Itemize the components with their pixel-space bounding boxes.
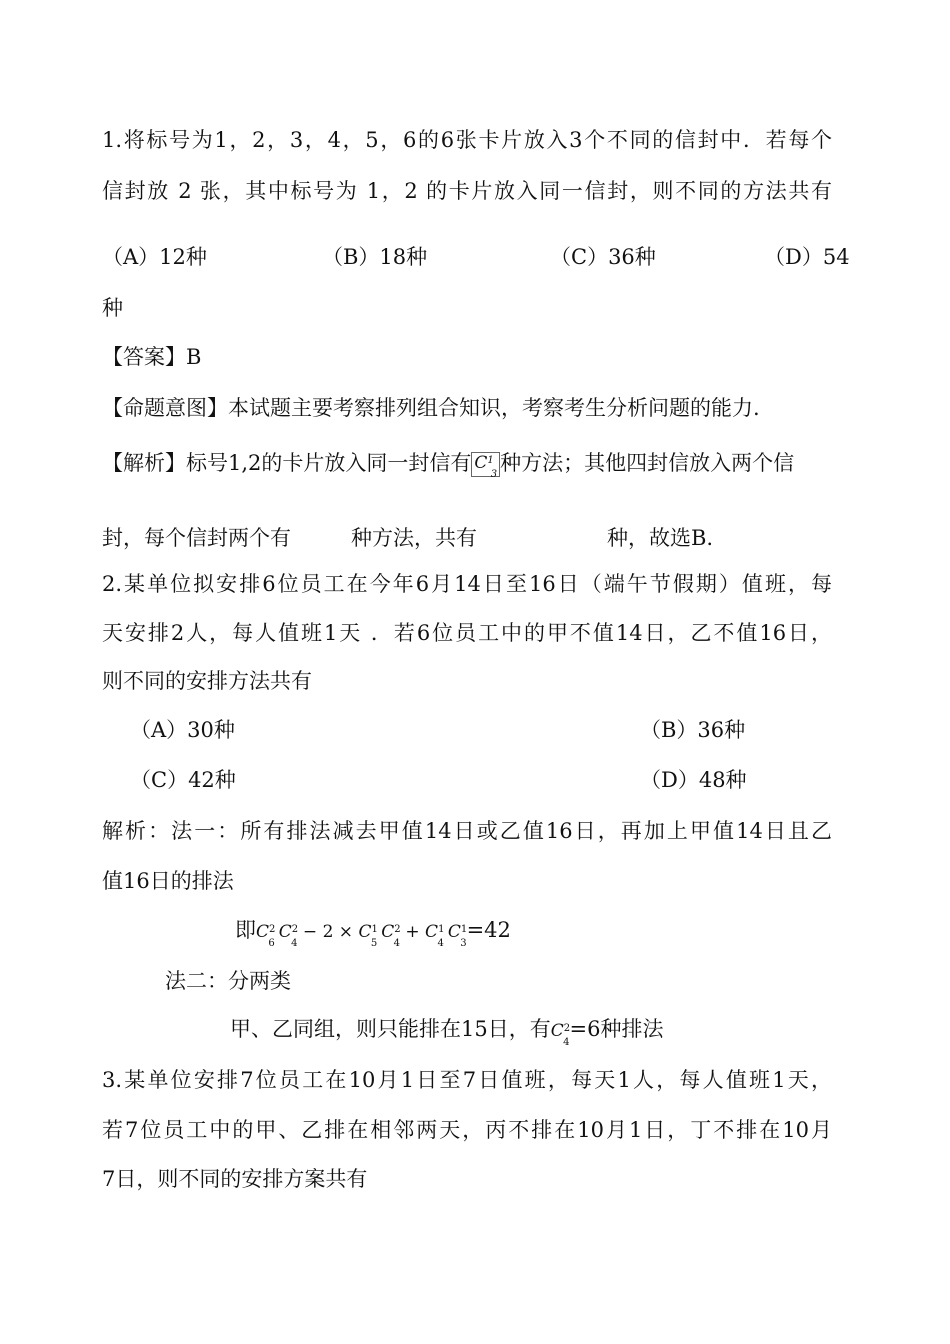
- q2-formula: 即$C^2_6C^2_4 - 2 \times C^1_5C^2_4 + C^1_4C^1_3=42$: [235, 918, 511, 949]
- q2-solution-line1: 解析：法一：所有排法减去甲值14日或乙值16日，再加上甲值14日且乙: [102, 819, 832, 843]
- q2-line3: 则不同的安排方法共有: [102, 669, 312, 693]
- q2-method2: 法二：分两类: [165, 969, 291, 993]
- q2-case1: 甲、乙同组，则只能排在15日，有$C^2_4=6$种排法: [230, 1017, 664, 1048]
- q3-line1: 3.某单位安排7位员工在10月1日至7日值班，每天1人，每人值班1天，: [102, 1068, 832, 1092]
- q1-line1: 1.将标号为1，2，3，4，5，6的6张卡片放入3个不同的信封中．若每个: [102, 128, 832, 152]
- q1-analysis-text-a: 【解析】标号1,2的卡片放入同一封信有: [102, 451, 472, 475]
- q2-option-d: （D）48种: [640, 768, 747, 792]
- q1-option-b: （B）18种: [322, 245, 428, 269]
- q1-analysis2-text-c: 种，故选B.: [607, 526, 714, 550]
- q1-analysis2-text-a: 封，每个信封两个有: [102, 526, 291, 550]
- q2-formula-result: =42: [466, 918, 511, 942]
- q3-line3: 7日，则不同的安排方案共有: [102, 1167, 368, 1191]
- q2-case1-text-a: 甲、乙同组，则只能排在15日，有: [230, 1017, 551, 1041]
- q2-option-a: （A）30种: [130, 718, 235, 742]
- q1-option-c: （C）36种: [550, 245, 656, 269]
- q2-case1-text-b: =6种排法: [569, 1017, 664, 1041]
- q2-solution-line2: 值16日的排法: [102, 869, 234, 893]
- q1-analysis-line1: [102, 449, 794, 479]
- q2-formula-prefix: 即: [235, 918, 256, 942]
- q1-analysis2-text-b: 种方法，共有: [351, 526, 477, 550]
- q1-analysis-text-b: 种方法；其他四封信放入两个信: [500, 451, 795, 475]
- q2-case1-symbol: C: [550, 1021, 564, 1041]
- q1-line2: 信封放 2 张，其中标号为 1，2 的卡片放入同一信封，则不同的方法共有: [102, 179, 832, 203]
- q1-analysis-line2: [102, 524, 713, 552]
- q2-line2: 天安排2人，每人值班1天 ．若6位员工中的甲不值14日，乙不值16日，: [102, 621, 832, 645]
- q1-option-d: （D）54: [764, 245, 850, 269]
- q2-option-c: （C）42种: [130, 768, 236, 792]
- q1-option-d-wrap: 种: [102, 296, 123, 320]
- q2-line1: 2.某单位拟安排6位员工在今年6月14日至16日（端午节假期）值班，每: [102, 572, 832, 596]
- q1-answer: 【答案】B: [102, 345, 202, 369]
- q3-line2: 若7位员工中的甲、乙排在相邻两天，丙不排在10月1日，丁不排在10月: [102, 1118, 832, 1142]
- q1-combination-symbol: $C^1_3$: [471, 452, 500, 477]
- q1-intent: 【命题意图】本试题主要考察排列组合知识，考察考生分析问题的能力.: [102, 396, 760, 420]
- q2-option-b: （B）36种: [640, 718, 746, 742]
- q1-option-a: （A）12种: [102, 245, 207, 269]
